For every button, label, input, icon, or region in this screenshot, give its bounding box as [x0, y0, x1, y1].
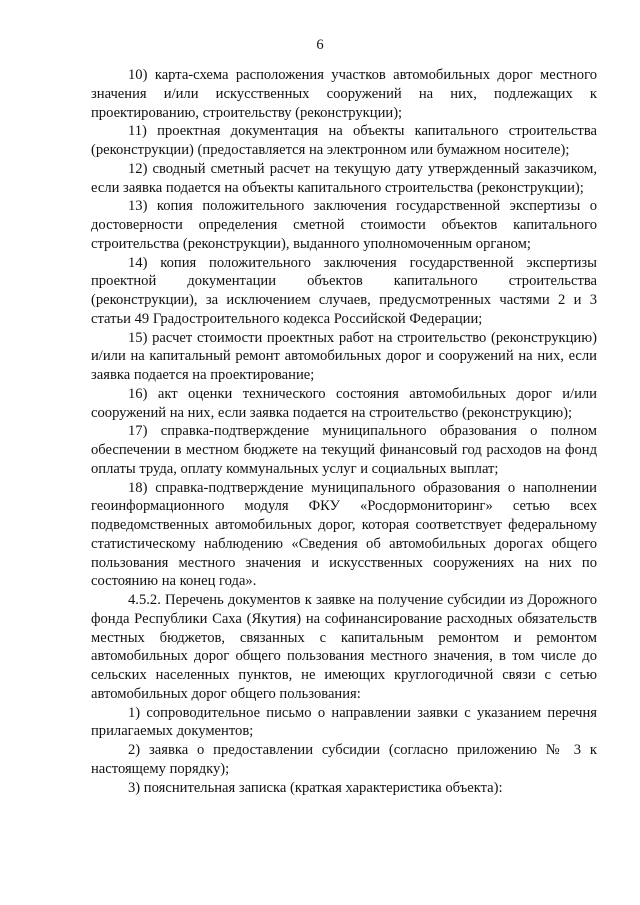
paragraph-item-11: 11) проектная документация на объекты капитального строительства (реконструкции) (предоставляется на электронном или бумажном носителе);: [91, 123, 597, 158]
page-number: 6: [316, 37, 324, 53]
document-body: [91, 66, 597, 797]
paragraph-item-17: 17) справка-подтверждение муниципального образования о полном обеспечении в местном бюджете на текущий финансовый год расходов на фонд оплаты труда, оплату коммунальных услуг и социальных выплат;: [91, 423, 597, 477]
paragraph-item-14: 14) копия положительного заключения государственной экспертизы проектной документации объектов капитального строительства (реконструкции), за исключением случаев, предусмотренных частями 2 и 3 статьи 49 Градостроительного кодекса Российской Федерации;: [91, 254, 597, 327]
paragraph-item-13: 13) копия положительного заключения государственной экспертизы о достоверности определения сметной стоимости объектов капитального строительства (реконструкции), выданного уполномоченным органом;: [91, 198, 597, 252]
paragraph-item-1: 1) сопроводительное письмо о направлении заявки с указанием перечня прилагаемых документов;: [91, 704, 597, 740]
section-4-5-2-heading-paragraph: 4.5.2. Перечень документов к заявке на получение субсидии из Дорожного фонда Республики Саха (Якутия) на софинансирование расходных обязательств местных бюджетов, связанных с капитальным ремонтом и ремонтом автомобильных дорог общего пользования местного значения, в том числе до сельских населенных пунктов, не имеющих круглогодичной связи с сетью автомобильных дорог общего пользования:: [91, 592, 597, 702]
paragraph-item-3: 3) пояснительная записка (краткая характеристика объекта):: [128, 779, 503, 796]
paragraph-item-16: 16) акт оценки технического состояния автомобильных дорог и/или сооружений на них, если заявка подается на строительство (реконструкцию);: [91, 385, 597, 421]
paragraph-item-10: 10) карта-схема расположения участков автомобильных дорог местного значения и/или искусственных сооружений на них, подлежащих к проектированию, строительству (реконструкции);: [91, 67, 597, 121]
paragraph-item-18: 18) справка-подтверждение муниципального образования о наполнении геоинформационного модуля ФКУ «Росдормониторинг» сетью всех подведомственных автомобильных дорог, которая соответствует федеральному статистическому наблюдению «Сведения об автомобильных дорогах общего пользования местного значения и искусственных сооружениях на них по состоянию на конец года».: [91, 479, 597, 590]
paragraph-item-15: 15) расчет стоимости проектных работ на строительство (реконструкцию) и/или на капитальный ремонт автомобильных дорог и сооружений на них, если заявка подается на проектирование;: [91, 329, 597, 383]
paragraph-item-12: 12) сводный сметный расчет на текущую дату утвержденный заказчиком, если заявка подается на объекты капитального строительства (реконструкции);: [91, 160, 597, 196]
paragraph-item-2: 2) заявка о предоставлении субсидии (согласно приложению № 3 к настоящему порядку);: [91, 742, 597, 777]
